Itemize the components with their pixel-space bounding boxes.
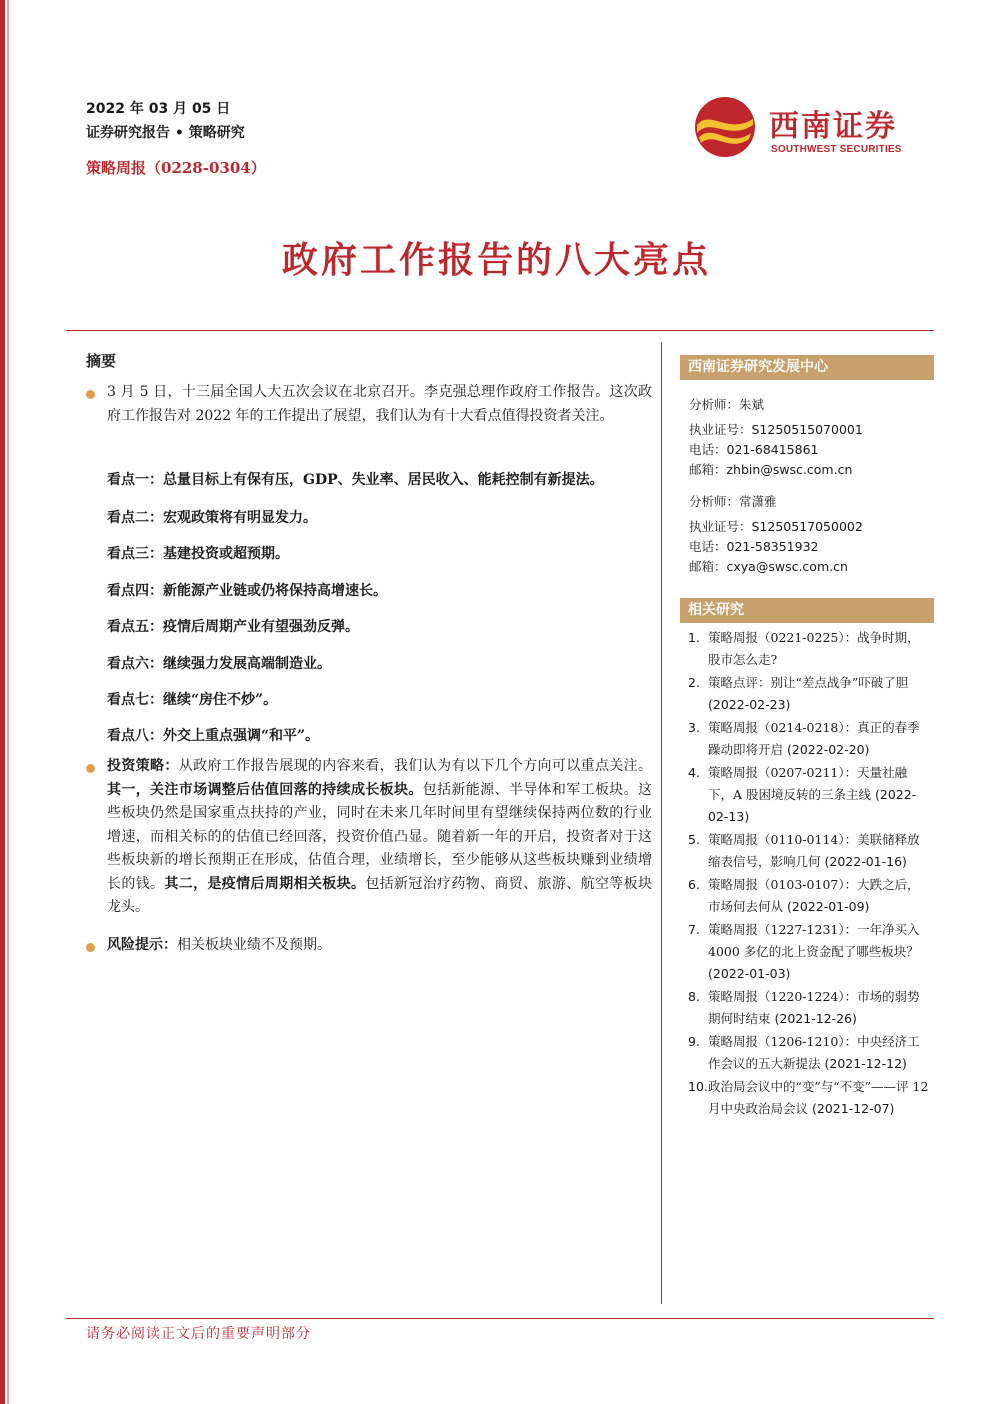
list-item-text: 策略周报（1206-1210）：中央经济工作会议的五大新提法 — [708, 1034, 920, 1071]
strategy-text-1: 从政府工作报告展现的内容来看，我们认为有以下几个方向可以重点关注。 — [178, 758, 653, 774]
analyst-2 — [689, 492, 863, 577]
list-item-number: 10. — [688, 1079, 708, 1094]
list-item-text: 策略周报（0103-0107）：大跌之后，市场何去何从 — [708, 877, 920, 914]
bullet-icon — [86, 764, 95, 773]
list-item-text: 策略点评：别让“差点战争”吓破了胆 — [708, 675, 909, 690]
list-item-date: (2022-02-23) — [708, 697, 791, 712]
divider-top — [66, 330, 934, 331]
list-item[interactable] — [688, 986, 932, 1030]
abstract-intro: 3 月 5 日，十三届全国人大五次会议在北京召开。李克强总理作政府工作报告。这次政府工作报告对 2022 年的工作提出了展望，我们认为有十大看点值得投资者关注。 — [107, 384, 652, 424]
list-item-date: (2021-12-26) — [774, 1011, 857, 1026]
company-logo — [693, 95, 933, 165]
list-item[interactable] — [688, 672, 932, 716]
analyst-email[interactable]: 邮箱：zhbin@swsc.com.cn — [689, 462, 853, 477]
logo-emblem-icon — [693, 95, 757, 159]
related-research-list — [688, 627, 932, 1121]
highlight-point-6: 看点六：继续强力发展高端制造业。 — [107, 656, 331, 672]
highlight-point-2: 看点二：宏观政策将有明显发力。 — [107, 510, 317, 526]
list-item[interactable] — [688, 829, 932, 873]
list-item-number: 1. — [688, 630, 700, 645]
risk-label: 风险提示： — [107, 937, 177, 953]
list-item-text: 政治局会议中的“变”与“不变”——评 12月中央政治局会议 — [708, 1079, 929, 1116]
report-type: 证券研究报告 • 策略研究 — [86, 125, 245, 141]
list-item-text: 策略周报（1220-1224）：市场的弱势期何时结束 — [708, 989, 920, 1026]
list-item-number: 4. — [688, 765, 700, 780]
bullet-icon — [86, 390, 95, 399]
strategy-bold-2: 其二，是疫情后周期相关板块。 — [164, 875, 366, 892]
list-item[interactable] — [688, 1076, 932, 1120]
logo-name-cn: 西南证券 — [769, 109, 897, 144]
analyst-license: 执业证号：S1250515070001 — [689, 422, 863, 437]
analyst-license: 执业证号：S1250517050002 — [689, 519, 863, 534]
list-item-number: 9. — [688, 1034, 700, 1049]
list-item-text: 策略周报（1227-1231）：一年净买入 4000 多亿的北上资金配了哪些板块？ — [708, 922, 920, 959]
list-item-number: 7. — [688, 922, 700, 937]
list-item-text: 策略周报（0110-0114）：美联储释放缩表信号，影响几何 — [708, 832, 920, 869]
bullet-icon — [86, 943, 95, 952]
highlight-point-5: 看点五：疫情后周期产业有望强劲反弹。 — [107, 619, 359, 635]
abstract-heading: 摘要 — [86, 352, 117, 370]
report-series: 策略周报（0228-0304） — [86, 159, 266, 177]
left-accent-bar-thin — [7, 0, 9, 1404]
list-item-date: (2022-01-03) — [708, 966, 791, 981]
related-research-heading: 相关研究 — [680, 598, 934, 623]
highlight-point-3: 看点三：基建投资或超预期。 — [107, 546, 289, 562]
research-center-heading: 西南证券研究发展中心 — [680, 355, 934, 380]
report-date: 2022 年 03 月 05 日 — [86, 101, 231, 117]
analyst-name: 分析师：朱斌 — [689, 397, 765, 412]
strategy-label: 投资策略： — [107, 758, 179, 774]
risk-warning — [107, 934, 652, 958]
analyst-1 — [689, 395, 863, 480]
list-item-date: (2022-01-16) — [824, 854, 907, 869]
highlight-point-8: 看点八：外交上重点强调“和平”。 — [107, 728, 320, 744]
risk-text: 相关板块业绩不及预期。 — [177, 937, 331, 953]
list-item-date: (2022-02-20) — [787, 742, 870, 757]
list-item-number: 3. — [688, 720, 700, 735]
list-item-number: 6. — [688, 877, 700, 892]
analyst-email[interactable]: 邮箱：cxya@swsc.com.cn — [689, 559, 848, 574]
highlight-point-1: 看点一：总量目标上有保有压，GDP、失业率、居民收入、能耗控制有新提法。 — [107, 472, 604, 488]
logo-name-en: SOUTHWEST SECURITIES — [771, 144, 902, 155]
list-item-date: (2021-12-07) — [812, 1101, 895, 1116]
list-item-number: 2. — [688, 675, 700, 690]
analyst-phone: 电话：021-68415861 — [689, 442, 819, 457]
list-item[interactable] — [688, 919, 932, 985]
divider-bottom — [66, 1318, 934, 1319]
left-accent-bar — [0, 0, 5, 1404]
highlight-point-4: 看点四：新能源产业链或仍将保持高增速长。 — [107, 583, 387, 599]
analyst-name: 分析师：常潇雅 — [689, 494, 777, 509]
column-divider — [661, 342, 662, 1304]
list-item-text: 策略周报（0214-0218）：真正的春季躁动即将开启 — [708, 720, 920, 757]
list-item-number: 5. — [688, 832, 700, 847]
highlight-point-7: 看点七：继续“房住不炒”。 — [107, 692, 278, 708]
footer-disclaimer: 请务必阅读正文后的重要声明部分 — [86, 1326, 311, 1342]
list-item[interactable] — [688, 762, 932, 828]
list-item[interactable] — [688, 1031, 932, 1075]
list-item-date: (2022-02-13) — [708, 787, 917, 824]
list-item-text: 策略周报（0207-0211）：天量社融下，A 股困境反转的三条主线 — [708, 765, 908, 802]
list-item-date: (2022-01-09) — [787, 899, 870, 914]
analyst-phone: 电话：021-58351932 — [689, 539, 819, 554]
list-item-number: 8. — [688, 989, 700, 1004]
strategy-text-3: 包括新冠治疗药物、商贸、旅游、航空等板块龙头。 — [107, 875, 653, 915]
list-item-date: (2021-12-12) — [824, 1056, 907, 1071]
list-item[interactable] — [688, 874, 932, 918]
list-item-text: 策略周报（0221-0225）：战争时期，股市怎么走? — [708, 630, 920, 667]
list-item[interactable] — [688, 627, 932, 671]
list-item[interactable] — [688, 717, 932, 761]
strategy-bold-1: 其一，关注市场调整后估值回落的持续成长板块。 — [107, 781, 423, 798]
investment-strategy — [107, 755, 652, 920]
strategy-text-2: 包括新能源、半导体和军工板块。这些板块仍然是国家重点扶持的产业，同时在未来几年时间里有望继续保持两位数的行业增速，而相关标的的估值已经回落，投资价值凸显。随着新一年的开启，投资者对于这些板块新的增长预期正在形成，估值合理，业绩增长，至少能够从这些板块赚到业绩增长的钱。 — [107, 781, 653, 892]
page-title: 政府工作报告的八大亮点 — [281, 239, 711, 281]
